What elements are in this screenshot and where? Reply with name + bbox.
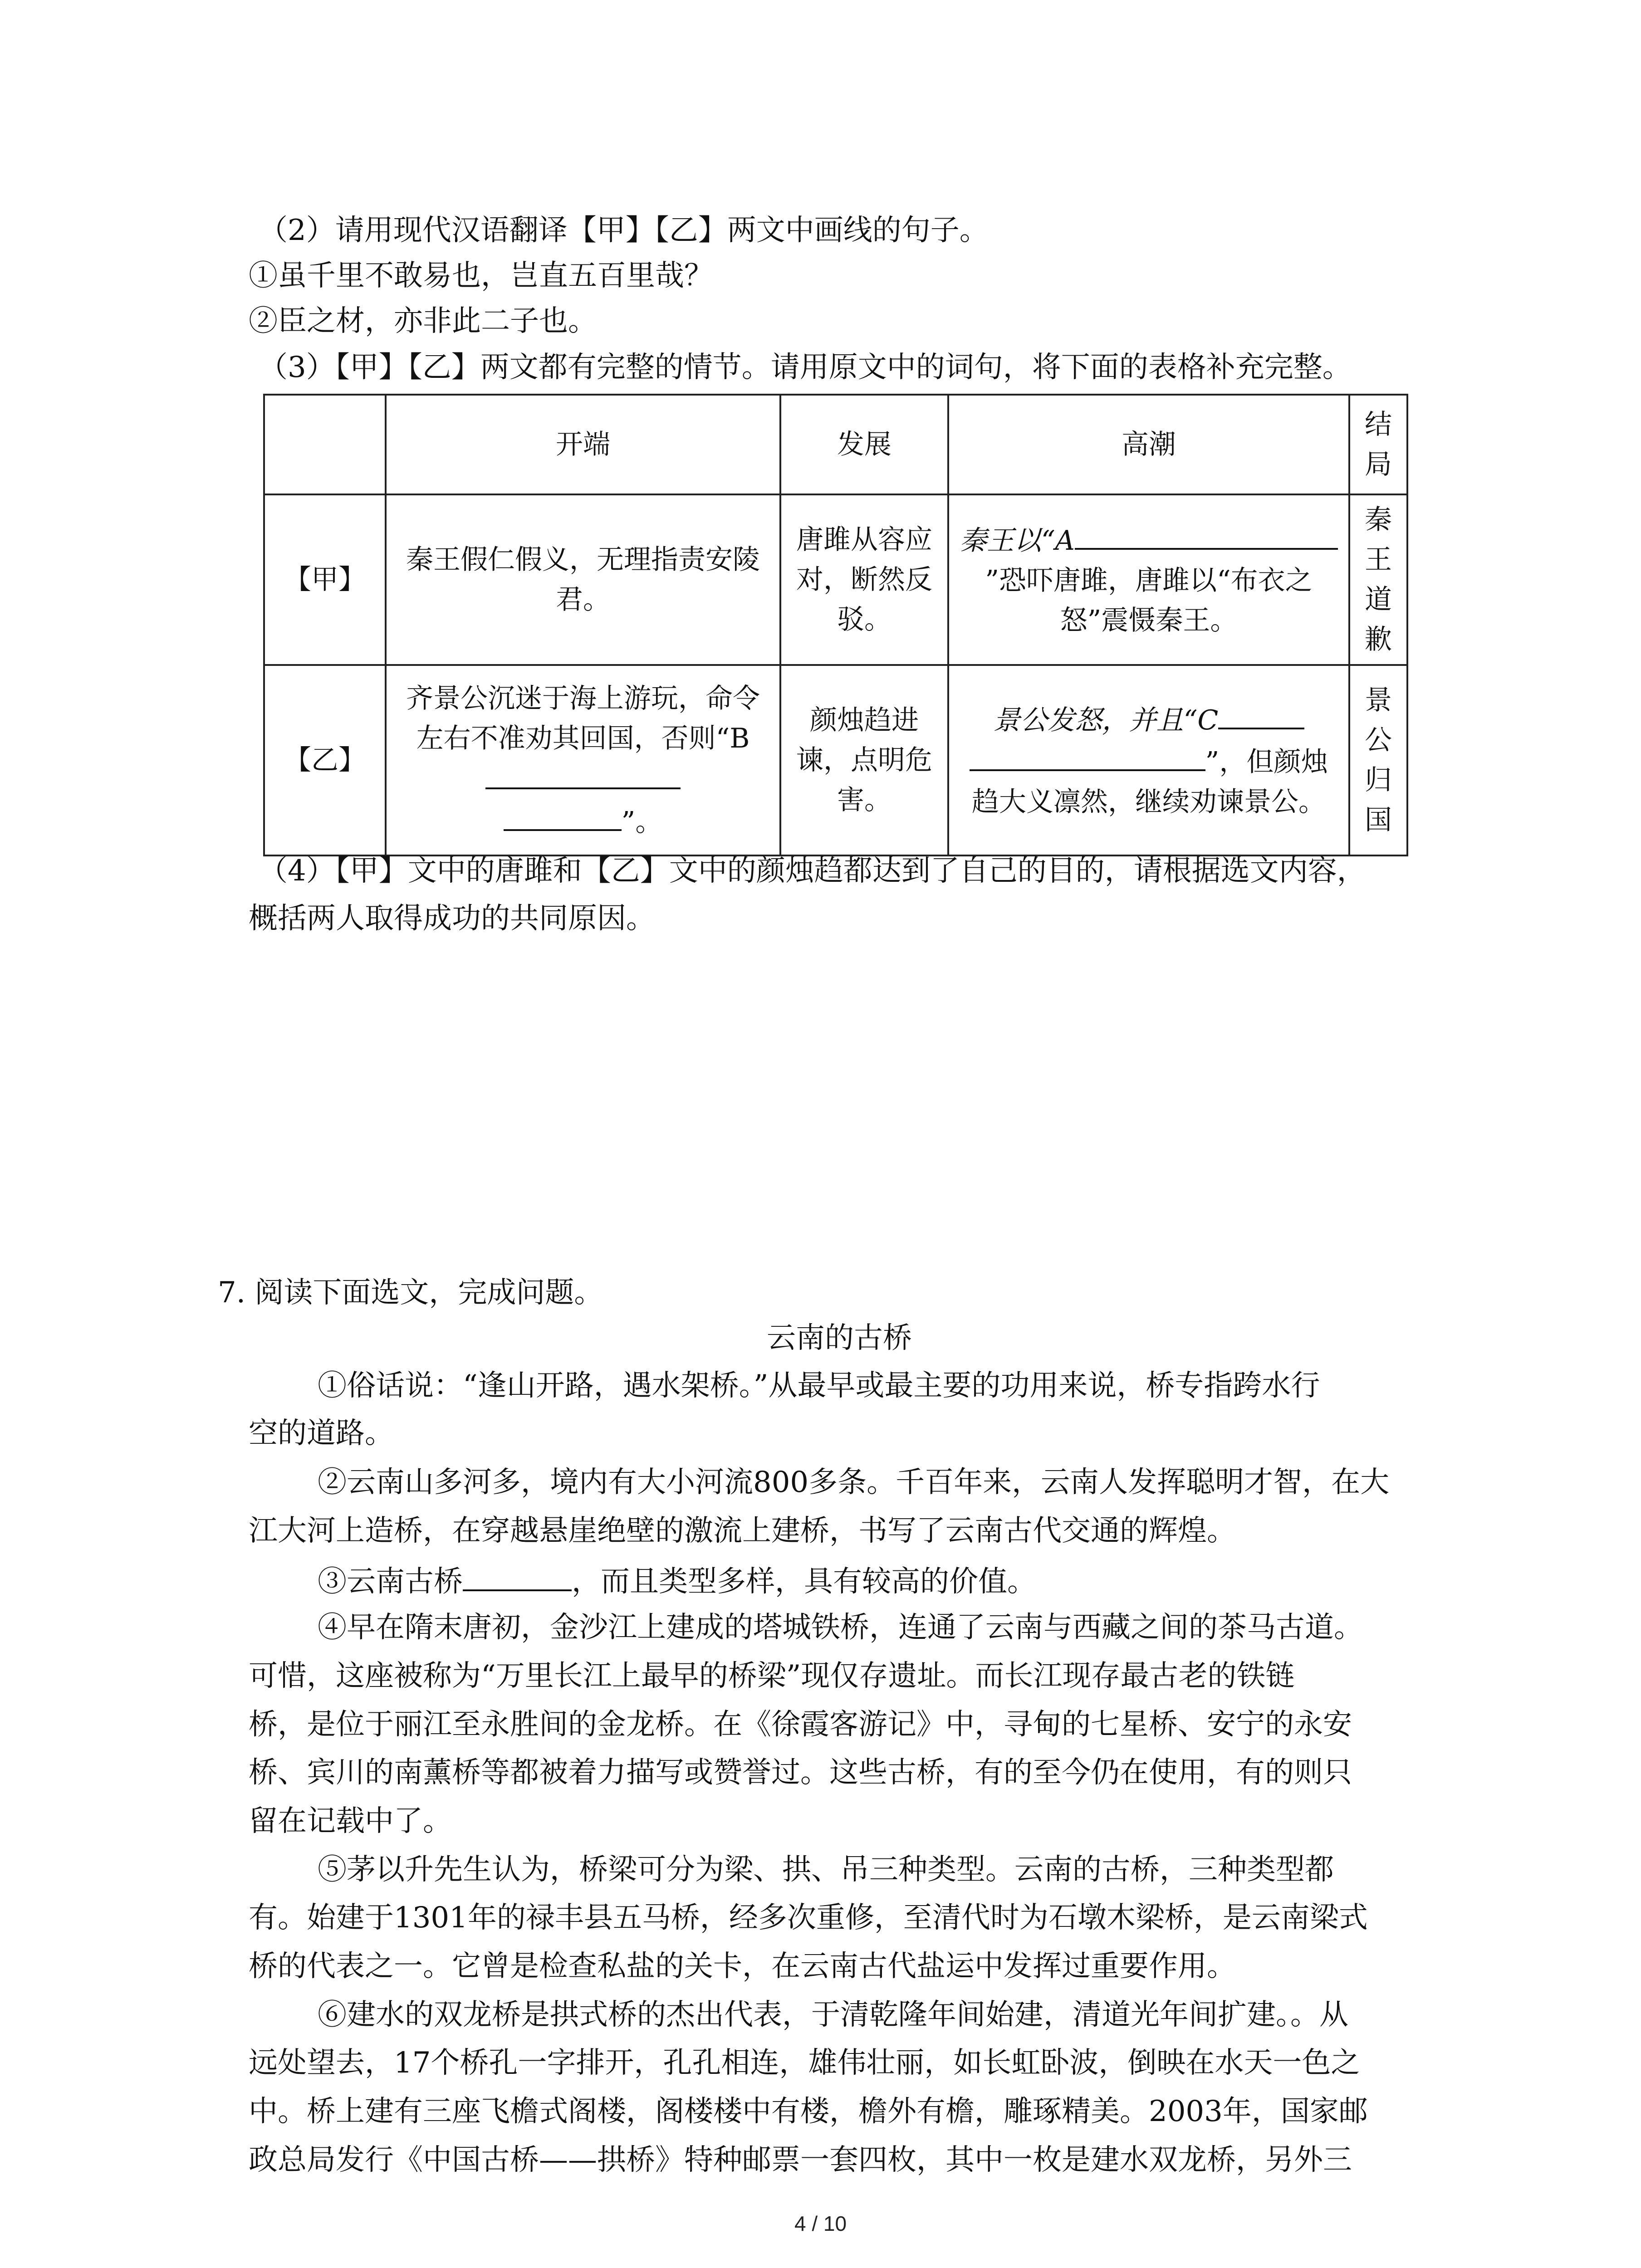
jia-kaiduan: 秦王假仁假义，无理指责安陵君。 [386, 494, 780, 665]
table-row-yi [264, 665, 1407, 855]
table-row-jia [264, 494, 1407, 665]
article-line: 远处望去，17个桥孔一字排开，孔孔相连，雄伟壮丽，如长虹卧波，倒映在水天一色之 [249, 2046, 1360, 2080]
header-kaiduan: 开端 [386, 395, 780, 494]
article-line: ①俗话说：“逢山开路，遇水架桥。”从最早或最主要的功用来说，桥专指跨水行 [318, 1369, 1320, 1403]
header-empty [264, 395, 386, 494]
jia-gaochao [948, 494, 1349, 665]
article-line: 可惜，这座被称为“万里长江上最早的桥梁”现仅存遗址。而长江现存最古老的铁链 [249, 1659, 1295, 1693]
blank-c-underline[interactable] [1218, 699, 1304, 729]
question-4-line-1: （4）【甲】文中的唐雎和【乙】文中的颜烛趋都达到了自己的目的，请根据选文内容， [259, 854, 1366, 888]
article-title: 云南的古桥 [767, 1321, 912, 1355]
page-number: 4 / 10 [794, 2212, 847, 2235]
article-line: 江大河上造桥，在穿越悬崖绝壁的激流上建桥，书写了云南古代交通的辉煌。 [249, 1514, 1236, 1548]
article-line-blank [318, 1560, 1036, 1600]
article-line: ⑤茅以升先生认为，桥梁可分为梁、拱、吊三种类型。云南的古桥，三种类型都 [318, 1853, 1334, 1887]
article-blank-suffix: ，而且类型多样，具有较高的价值。 [572, 1565, 1036, 1598]
jia-fazhan: 唐雎从容应对，断然反驳。 [780, 494, 948, 665]
blank-underline[interactable] [463, 1560, 572, 1591]
row-label-yi: 【乙】 [264, 665, 386, 855]
article-line: 留在记载中了。 [249, 1804, 452, 1838]
jia-gaochao-suffix: ”恐吓唐雎，唐雎以“布衣之怒”震慑秦王。 [985, 565, 1313, 636]
question-2-item-1: ①虽千里不敢易也，岂直五百里哉？ [249, 259, 713, 293]
blank-b-underline[interactable] [485, 758, 681, 789]
yi-jieju: 景公归国 [1349, 665, 1407, 855]
jia-jieju: 秦王道歉 [1349, 494, 1407, 665]
article-line: ②云南山多河多，境内有大小河流800多条。千百年来，云南人发挥聪明才智，在大 [318, 1466, 1390, 1499]
yi-gaochao [948, 665, 1349, 855]
blank-b-underline-2[interactable] [504, 800, 622, 831]
blank-a-underline[interactable] [1075, 519, 1225, 550]
article-line: 桥的代表之一。它曾是检查私盐的关卡，在云南古代盐运中发挥过重要作用。 [249, 1950, 1236, 1983]
article-line: 桥，是位于丽江至永胜间的金龙桥。在《徐霞客游记》中，寻甸的七星桥、安宁的永安 [249, 1708, 1352, 1741]
article-line: 政总局发行《中国古桥——拱桥》特种邮票一套四枚，其中一枚是建水双龙桥，另外三 [249, 2143, 1352, 2177]
header-fazhan: 发展 [780, 395, 948, 494]
article-line: 有。始建于1301年的禄丰县五马桥，经多次重修，至清代时为石墩木梁桥，是云南梁式 [249, 1901, 1368, 1935]
question-7: 7. 阅读下面选文，完成问题。 [218, 1276, 603, 1310]
article-blank-prefix: ③云南古桥 [318, 1565, 463, 1598]
blank-c-underline-2[interactable] [970, 740, 1205, 771]
row-label-jia: 【甲】 [264, 494, 386, 665]
article-line: 空的道路。 [249, 1417, 394, 1450]
table-header-row [264, 395, 1407, 494]
yi-gaochao-prefix: 景公发怒，并且“C [993, 704, 1219, 736]
blank-a-underline-2[interactable] [1225, 519, 1338, 550]
article-line: 桥、宾川的南薰桥等都被着力描写或赞誉过。这些古桥，有的至今仍在使用，有的则只 [249, 1756, 1352, 1789]
question-3: （3）【甲】【乙】两文都有完整的情节。请用原文中的词句，将下面的表格补充完整。 [259, 351, 1352, 384]
article-line: ④早在隋末唐初，金沙江上建成的塔城铁桥，连通了云南与西藏之间的茶马古道。 [318, 1611, 1363, 1644]
yi-kaiduan-suffix: ”。 [621, 806, 663, 838]
article-line: ⑥建水的双龙桥是拱式桥的杰出代表，于清乾隆年间始建，清道光年间扩建。。从 [318, 1998, 1348, 2032]
header-jieju: 结局 [1349, 395, 1407, 494]
jia-gaochao-prefix: 秦王以“A [959, 525, 1075, 557]
yi-kaiduan [386, 665, 780, 855]
plot-table [263, 394, 1408, 856]
yi-fazhan: 颜烛趋进谏，点明危害。 [780, 665, 948, 855]
question-2-item-2: ②臣之材，亦非此二子也。 [249, 304, 597, 338]
question-2: （2）请用现代汉语翻译【甲】【乙】两文中画线的句子。 [259, 214, 989, 247]
article-line: 中。桥上建有三座飞檐式阁楼，阁楼楼中有楼，檐外有檐，雕琢精美。2003年，国家邮 [249, 2095, 1368, 2128]
yi-gaochao-suffix: ”，但颜烛趋大义凛然，继续劝谏景公。 [972, 746, 1328, 818]
header-gaochao: 高潮 [948, 395, 1349, 494]
question-4-line-2: 概括两人取得成功的共同原因。 [249, 902, 655, 935]
yi-kaiduan-prefix: 齐景公沉迷于海上游玩，命令左右不准劝其回国，否则“B [406, 683, 760, 754]
